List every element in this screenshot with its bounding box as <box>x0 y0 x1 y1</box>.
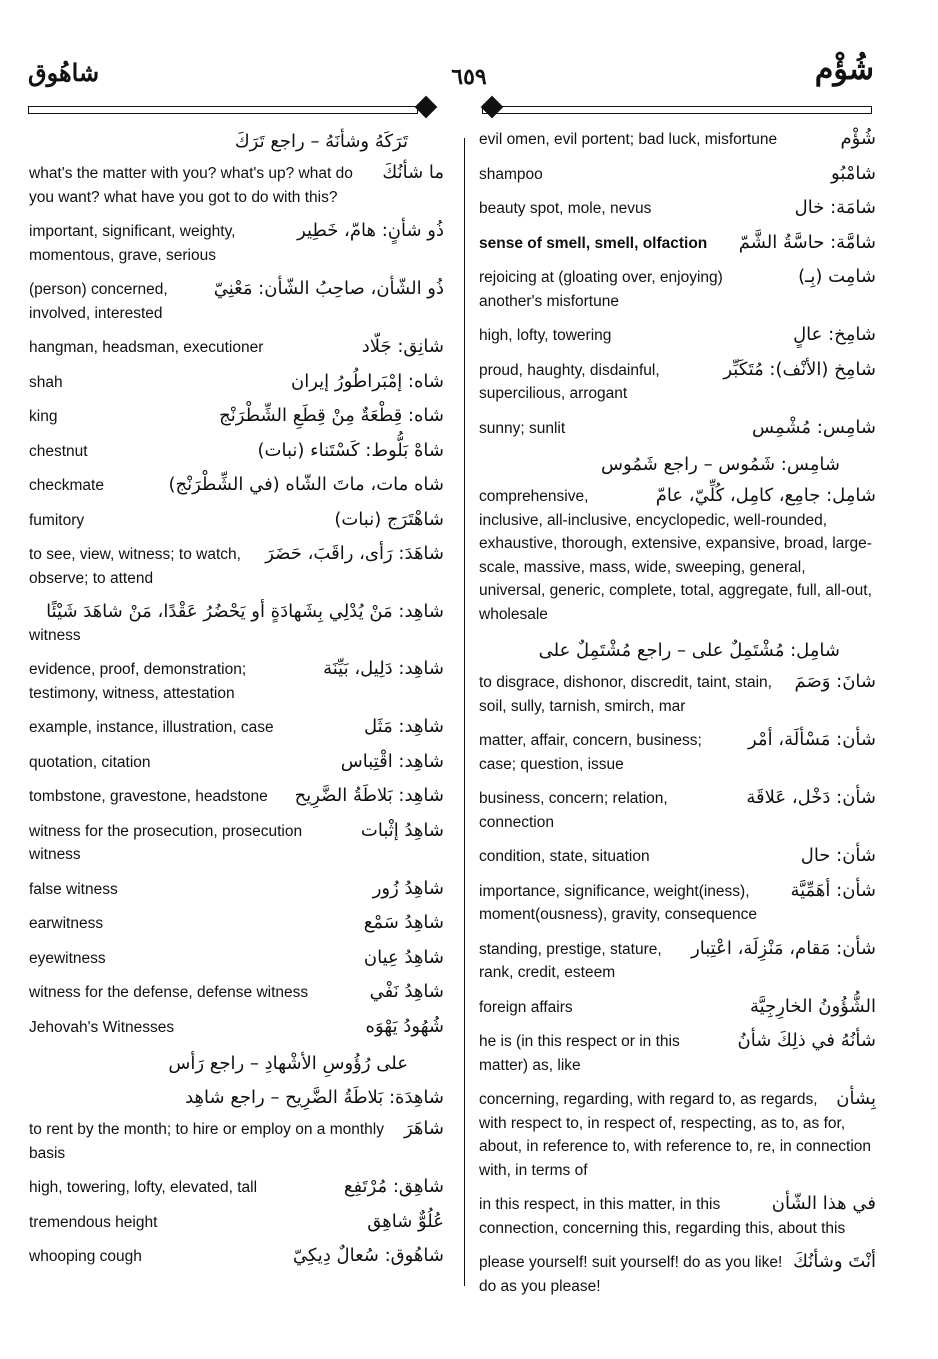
arabic-headword: في هذا الشّأن <box>771 1193 876 1214</box>
english-definition: evil omen, evil portent; bad luck, misfortune <box>479 131 778 148</box>
arabic-headword: شاهِد: مَنْ يُدْلِي بِشَهادَةٍ أو يَحْضُرُ عَقْدًا، مَنْ شاهَدَ شَيْئًا <box>46 601 444 622</box>
dictionary-entry <box>29 912 444 936</box>
english-definition: whooping cough <box>29 1248 142 1265</box>
english-definition: rejoicing at (gloating over, enjoying) another's misfortune <box>479 269 723 310</box>
right-column <box>479 128 876 1309</box>
dictionary-entry <box>29 405 444 429</box>
english-definition: false witness <box>29 880 118 898</box>
english-definition: important, significant, weighty, momentous, grave, serious <box>29 223 236 264</box>
dictionary-entry <box>479 1251 876 1298</box>
english-definition: please yourself! suit yourself! do as you like! do as you please! <box>479 1254 783 1295</box>
dictionary-entry <box>479 417 876 441</box>
english-definition: condition, state, situation <box>479 848 650 865</box>
dictionary-subentry: شامِس: شَمُوس – راجع شَمُوس <box>600 454 840 475</box>
english-definition: business, concern; relation, connection <box>479 790 668 831</box>
arabic-headword: شاهَدَ: رَأى، راقَبَ، حَضَرَ <box>265 543 444 564</box>
english-definition: importance, significance, weight(iness), moment(ousness), gravity, consequence <box>479 882 757 923</box>
dictionary-entry <box>29 543 444 590</box>
arabic-headword: شامْبُو <box>831 162 876 184</box>
arabic-headword: شانَ: وَصَمَ <box>794 671 876 692</box>
arabic-headword: ذُو الشّأن، صاحِبُ الشّأن: مَعْنِيّ <box>213 278 444 299</box>
english-definition: (person) concerned, involved, interested <box>29 281 168 322</box>
english-definition: shampoo <box>479 165 543 183</box>
arabic-headword: شاهِدُ سَمْع <box>363 912 444 933</box>
arabic-headword: شأن: دَخْل، عَلاقَة <box>746 787 876 808</box>
page-number: ٦٥٩ <box>451 64 487 90</box>
english-definition: Jehovah's Witnesses <box>29 1018 175 1036</box>
arabic-headword: شُؤْم <box>840 128 876 149</box>
dictionary-entry <box>479 1030 876 1077</box>
arabic-headword: شاهِد: بَلاطَةُ الضَّرِيح <box>294 785 444 806</box>
dictionary-entry <box>29 336 444 360</box>
dictionary-entry <box>29 751 444 775</box>
arabic-headword: شاهْتَرَج (نبات) <box>334 508 444 530</box>
dictionary-entry <box>29 947 444 971</box>
dictionary-entry <box>29 716 444 740</box>
dictionary-entry <box>479 996 876 1020</box>
arabic-headword: بِشأن <box>836 1088 876 1109</box>
arabic-headword: شامَّة: حاسَّةُ الشَّمّ <box>738 231 876 253</box>
arabic-headword: شاه: قِطْعَةٌ مِنْ قِطَعِ الشِّطْرَنْج <box>219 405 444 426</box>
dictionary-entry <box>29 1245 444 1269</box>
english-definition: witness <box>29 626 81 644</box>
arabic-headword: شأنُهُ في ذلِكَ شأنُ <box>737 1030 876 1051</box>
english-definition: example, instance, illustration, case <box>29 719 274 736</box>
english-definition: high, towering, lofty, elevated, tall <box>29 1179 258 1196</box>
left-column <box>29 128 444 1280</box>
english-definition: tremendous height <box>29 1213 158 1231</box>
arabic-headword: شاهَرَ <box>404 1118 444 1139</box>
dictionary-entry <box>29 820 444 867</box>
dictionary-entry <box>479 197 876 221</box>
dictionary-subentry: تَرَكَهُ وشأنَهُ – راجع تَرَكَ <box>234 131 408 152</box>
english-definition: to rent by the month; to hire or employ on a monthly basis <box>29 1121 384 1162</box>
arabic-headword: شُهُودُ يَهْوَه <box>365 1015 444 1037</box>
arabic-headword: شاهِدُ زُور <box>372 877 444 899</box>
english-definition: in this respect, in this matter, in this connection, concerning this, regarding this, about this <box>479 1196 846 1237</box>
dictionary-subentry: شامِل: مُشْتَمِلٌ على – راجع مُشْتَمِلٌ على <box>538 640 840 661</box>
english-definition: he is (in this respect or in this matter) as, like <box>479 1033 680 1074</box>
arabic-headword: شاهِد: اقْتِباس <box>340 750 444 772</box>
english-definition: high, lofty, towering <box>479 327 612 344</box>
dictionary-entry <box>29 162 444 209</box>
running-head-right: شُؤْم <box>814 52 874 87</box>
dictionary-entry <box>29 601 444 647</box>
english-definition: proud, haughty, disdainful, supercilious, arrogant <box>479 361 660 402</box>
column-divider <box>464 138 465 1286</box>
english-definition: sunny; sunlit <box>479 419 566 437</box>
english-definition: earwitness <box>29 915 104 932</box>
dictionary-entry <box>29 878 444 902</box>
english-definition: sense of smell, smell, olfaction <box>479 234 708 252</box>
english-definition: shah <box>29 373 63 391</box>
arabic-headword: ذُو شأنٍ: هامّ، خَطِير <box>297 220 444 241</box>
dictionary-entry <box>29 509 444 533</box>
arabic-headword: شاهْ بَلُّوط: كَسْتَناء (نبات) <box>257 439 444 461</box>
english-definition: witness for the defense, defense witness <box>29 984 309 1001</box>
dictionary-entry <box>479 787 876 834</box>
dictionary-entry <box>29 981 444 1005</box>
english-definition: matter, affair, concern, business; case; question, issue <box>479 732 702 773</box>
arabic-headword: شاهِق: مُرْتَفِع <box>343 1176 444 1197</box>
arabic-headword: شامَة: خال <box>794 197 876 218</box>
english-definition: beauty spot, mole, nevus <box>479 200 652 217</box>
arabic-headword: شأن: مَقام، مَنْزِلَة، اعْتِبار <box>691 937 876 959</box>
arabic-headword: شامِخ (الأنْف): مُتَكَبِّر <box>723 358 876 380</box>
dictionary-entry <box>479 485 876 626</box>
dictionary-entry <box>479 232 876 256</box>
dictionary-entry <box>479 163 876 187</box>
arabic-headword: شاه: إمْبَراطُورُ إيران <box>291 370 444 392</box>
arabic-headword: شاهِدُ عِيان <box>363 946 444 968</box>
english-definition: witness for the prosecution, prosecution witness <box>29 822 303 863</box>
dictionary-entry <box>479 729 876 776</box>
arabic-headword: شاهِدُ إثْبات <box>360 819 444 841</box>
header-rule-right <box>482 106 872 114</box>
dictionary-subentry: على رُؤُوسِ الأشْهادِ – راجع رَأس <box>168 1053 408 1074</box>
arabic-headword: شاهِد: دَلِيل، بَيِّنَة <box>323 658 444 679</box>
dictionary-entry <box>29 1211 444 1235</box>
dictionary-entry <box>479 324 876 348</box>
dictionary-entry <box>479 880 876 927</box>
arabic-headword: شامِخ: عالٍ <box>793 324 876 345</box>
english-definition: hangman, headsman, executioner <box>29 339 264 356</box>
dictionary-entry <box>29 220 444 267</box>
arabic-headword: شامِس: مُشْمِس <box>752 416 876 438</box>
dictionary-entry <box>479 128 876 152</box>
dictionary-entry <box>479 845 876 869</box>
arabic-headword: شاه مات، ماتَ الشّاه (في الشِّطْرَنْج) <box>168 474 444 495</box>
english-definition: quotation, citation <box>29 753 151 771</box>
arabic-headword: شانِق: جَلّاد <box>361 336 444 357</box>
dictionary-entry <box>479 1088 876 1182</box>
english-definition: fumitory <box>29 511 85 529</box>
dictionary-entry <box>29 278 444 325</box>
dictionary-entry <box>29 1016 444 1040</box>
english-definition: what's the matter with you? what's up? what do you want? what have you got to do with this? <box>29 165 353 206</box>
dictionary-entry <box>479 1193 876 1240</box>
english-definition: evidence, proof, demonstration; testimony, witness, attestation <box>29 661 247 702</box>
english-definition: chestnut <box>29 442 88 460</box>
english-definition: to disgrace, dishonor, discredit, taint, stain, soil, sully, tarnish, smirch, mar <box>479 674 772 715</box>
arabic-headword: شأن: أهَمِّيَّة <box>790 879 876 901</box>
english-definition: checkmate <box>29 477 104 494</box>
diamond-ornament-right <box>481 96 504 119</box>
dictionary-entry <box>29 658 444 705</box>
dictionary-entry <box>479 938 876 985</box>
dictionary-entry <box>29 474 444 498</box>
dictionary-entry <box>29 1118 444 1165</box>
english-definition: tombstone, gravestone, headstone <box>29 788 268 805</box>
dictionary-entry <box>29 785 444 809</box>
english-definition: king <box>29 408 58 425</box>
english-definition: standing, prestige, stature, rank, credit, esteem <box>479 940 662 981</box>
dictionary-entry <box>29 1176 444 1200</box>
dictionary-entry <box>29 371 444 395</box>
header-rule-left <box>28 106 418 114</box>
arabic-headword: أنْتَ وشأنُكَ <box>793 1251 876 1272</box>
arabic-headword: شأن: مَسْألَة، أمْر <box>748 729 876 750</box>
arabic-headword: عُلُوٌّ شاهِق <box>367 1210 444 1232</box>
arabic-headword: شامِل: جامِع، كامِل، كُلِّيّ، عامّ <box>655 485 876 506</box>
dictionary-entry <box>479 359 876 406</box>
english-definition: comprehensive, inclusive, all-inclusive, encyclopedic, well-rounded, exhaustive, thorough, extensive, expansive, broad, large-scale, massive, mass, wide, sweeping, general, universal, generic, complete, total, aggregate, full, all-out, wholesale <box>479 488 872 623</box>
english-definition: eyewitness <box>29 949 106 967</box>
english-definition: concerning, regarding, with regard to, as regards, with respect to, in respect of, respecting, as to, as for, about, in reference to, with reference to, re, in connection with, in terms of <box>479 1091 872 1179</box>
arabic-headword: شامِت (بِـ) <box>798 266 876 287</box>
arabic-headword: ما شأنُكَ <box>382 162 444 183</box>
arabic-headword: الشُّؤُونُ الخارِجِيَّة <box>750 995 876 1017</box>
diamond-ornament-left <box>415 96 438 119</box>
arabic-headword: شاهِدُ نَفْي <box>369 981 444 1002</box>
arabic-headword: شاهُوق: سُعالٌ دِيكِيّ <box>292 1245 444 1266</box>
dictionary-entry <box>479 671 876 718</box>
dictionary-subentry: شاهِدَة: بَلاطَةُ الضَّرِيح – راجع شاهِد <box>185 1087 444 1108</box>
english-definition: foreign affairs <box>479 998 573 1016</box>
arabic-headword: شاهِد: مَثَل <box>364 716 444 737</box>
english-definition: to see, view, witness; to watch, observe; to attend <box>29 546 241 587</box>
dictionary-entry <box>29 440 444 464</box>
dictionary-entry <box>479 266 876 313</box>
arabic-headword: شأن: حال <box>800 845 876 866</box>
running-head-left: شاهُوق <box>28 58 100 87</box>
